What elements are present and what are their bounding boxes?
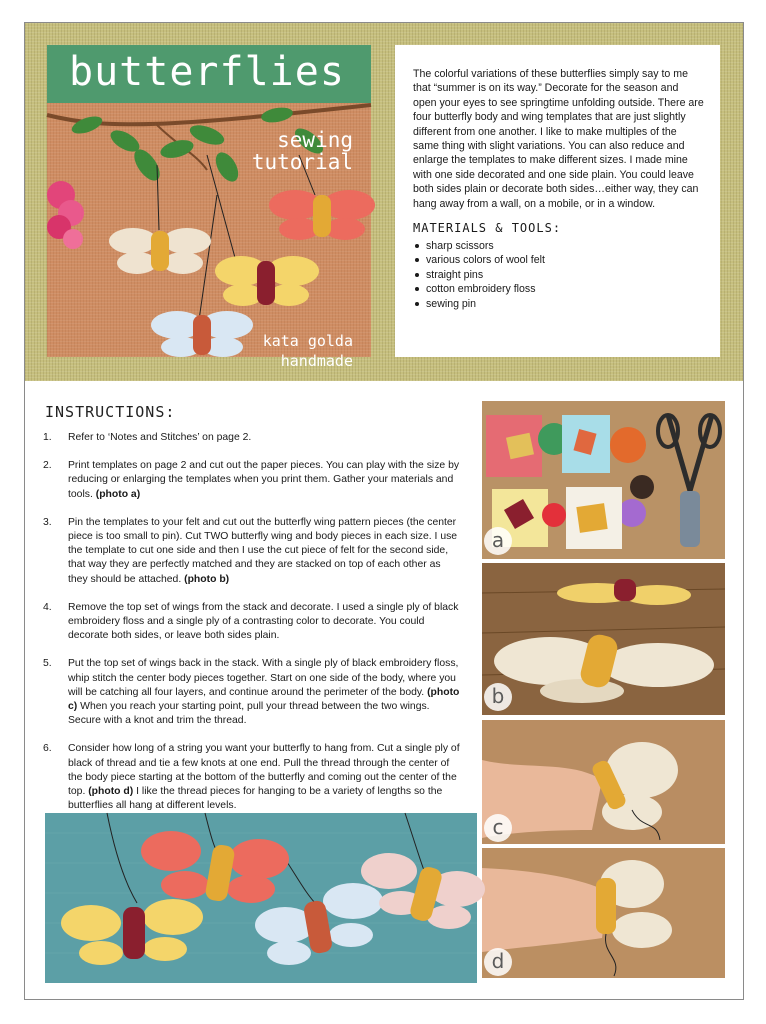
photo-c xyxy=(482,720,725,844)
finished-butterflies-photo xyxy=(45,813,477,983)
step-number: 5. xyxy=(43,658,52,670)
photo-reference: (photo a) xyxy=(95,488,141,500)
instructions-list xyxy=(43,431,463,827)
hero-subtitle-line1: sewing xyxy=(277,128,353,152)
butterfly-coral xyxy=(269,190,375,240)
instruction-step xyxy=(43,601,463,644)
hero-credit-line2: handmade xyxy=(280,352,353,370)
instruction-step xyxy=(43,431,463,445)
step-number: 2. xyxy=(43,460,52,472)
materials-list xyxy=(413,239,704,311)
photo-b-stacked-felt xyxy=(482,563,725,715)
photo-b xyxy=(482,563,725,715)
photo-d xyxy=(482,848,725,978)
photo-label-b: b xyxy=(484,683,512,711)
step-text-after: When you reach your starting point, pull your thread between the two wings. Secure with a knot and trim the thread. xyxy=(68,701,430,727)
finished-butterflies-illustration xyxy=(45,813,477,983)
butterfly-cream xyxy=(109,228,211,274)
step-number: 4. xyxy=(43,601,52,613)
hero-title: butterflies xyxy=(69,49,345,95)
photo-reference: (photo c) xyxy=(68,686,460,713)
photo-c-whip-stitch xyxy=(482,720,725,844)
instruction-step xyxy=(43,459,463,502)
step-text: Refer to ‘Notes and Stitches’ on page 2. xyxy=(68,432,252,443)
hero-photo xyxy=(47,45,371,370)
step-text: Pin the templates to your felt and cut out the butterfly wing pattern pieces (the center piece is too small to pin). Cut TWO butterfly wing and body pieces in each size. I use the template to cut one side and then I use the cut piece of felt for the second side, that way they are perfectly matched and they are stacked on top of each other as they should be attached. xyxy=(68,516,458,585)
instruction-step xyxy=(43,657,463,728)
intro-card xyxy=(395,45,720,357)
step-text: Put the top set of wings back in the stack. With a single ply of black embroidery floss, whip stitch the center body pieces together. Start on one side of the body, where you will be catching all four layers, and continue around the perimeter of the body. xyxy=(68,658,459,698)
finished-butterfly-yellow xyxy=(61,899,203,965)
photo-reference: (photo b) xyxy=(184,573,230,585)
materials-item: sewing pin xyxy=(413,297,704,311)
step-number: 3. xyxy=(43,516,52,528)
materials-item: cotton embroidery floss xyxy=(413,282,704,296)
photo-label-d: d xyxy=(484,948,512,976)
photo-a xyxy=(482,401,725,559)
photo-d-hanging-thread xyxy=(482,848,725,978)
step-text-after: I like the thread pieces for hanging to be a variety of lengths so the butterflies all hang at different levels. xyxy=(68,786,443,812)
butterfly-yellow xyxy=(215,256,319,306)
instructions-heading: INSTRUCTIONS: xyxy=(45,403,176,421)
page-frame xyxy=(24,22,744,1000)
materials-item: straight pins xyxy=(413,268,704,282)
hero-subtitle-line2: tutorial xyxy=(251,150,353,174)
step-number: 6. xyxy=(43,743,52,755)
instruction-step xyxy=(43,742,463,813)
photo-a-materials xyxy=(482,401,725,559)
photo-reference: (photo d) xyxy=(88,786,134,798)
photo-label-a: a xyxy=(484,527,512,555)
hero-subtitle xyxy=(252,129,353,173)
step-text: Print templates on page 2 and cut out the paper pieces. You can play with the size by reducing or enlarging the templates when you print them. Gather your materials and tools. xyxy=(68,460,460,500)
butterfly-blue xyxy=(151,311,253,357)
pink-flower-cluster xyxy=(47,181,84,249)
materials-item: sharp scissors xyxy=(413,239,704,253)
intro-text: The colorful variations of these butterflies simply say to me that “summer is on its way.” Decorate for the season and open your eyes to see springtime unfolding outside. There are four butterfly body and wing templates that are just slightly different from one another. I like to make multiples of the same thing with slight variations. You can also reduce and enlarge the templates to make different sizes. I made mine with one side decorated and one side plain. You could leave both sides plain or decorate both sides…either way, they can hang away from a wall, on a mobile, or in a window. xyxy=(413,68,704,210)
materials-heading: MATERIALS & TOOLS: xyxy=(413,221,562,236)
step-number: 1. xyxy=(43,432,52,443)
hero-credit-line1: kata golda xyxy=(262,332,353,350)
step-text: Consider how long of a string you want your butterfly to hang from. Cut a single ply of black of thread and tie a few knots at one end. Pull the thread through the center of the body piece starting at the bottom of the butterfly and coming out the center of the top. xyxy=(68,743,460,798)
burlap-header xyxy=(25,23,743,381)
step-text: Remove the top set of wings from the stack and decorate. I used a single ply of black embroidery floss and a single ply of a contrasting color to decorate. You could decorate both sides, or leave both sides plain. xyxy=(68,601,459,642)
materials-item: various colors of wool felt xyxy=(413,253,704,267)
instruction-step xyxy=(43,516,463,587)
photo-label-c: c xyxy=(484,814,512,842)
